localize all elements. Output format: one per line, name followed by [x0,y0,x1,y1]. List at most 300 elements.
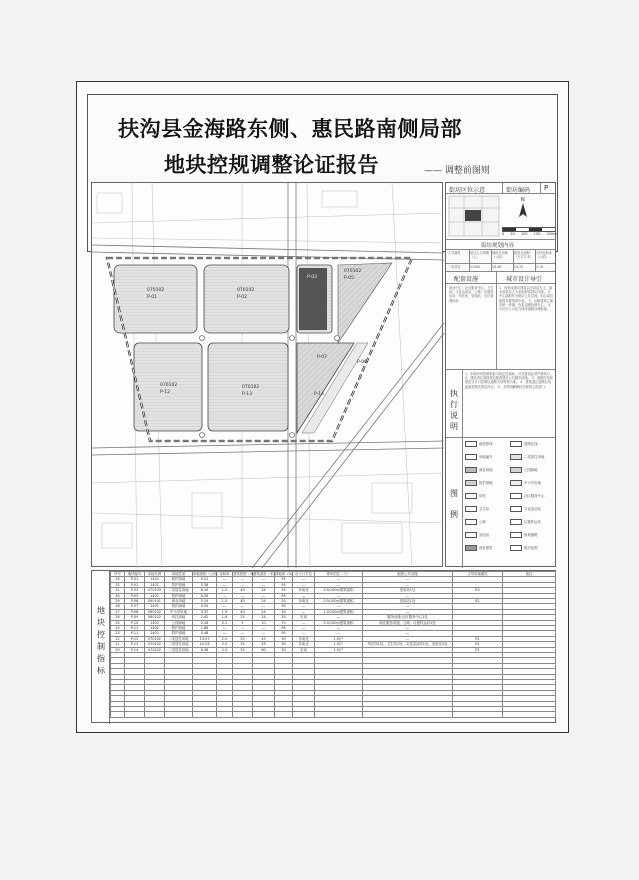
table-cell: 24 [253,599,275,604]
table-cell: 防护绿地 [165,582,193,587]
table-cell: — [217,577,233,582]
table-cell: 070103 [145,588,165,593]
table-cell: 商业用地 [165,599,193,604]
legend-text: 地块界线 [479,442,493,446]
legend-text: 变电站 [479,533,490,537]
table-cell: 29 [111,599,125,604]
legend-swatch [465,467,477,473]
table-cell: 35 [275,588,293,593]
legend-swatch [465,493,477,499]
table-cell: 1402 [145,577,165,582]
table-cell: 20 [275,599,293,604]
map-label: 070102 [242,385,260,390]
table-cell: 10.53 [193,642,217,647]
report-subtitle: —— 调整前图则 [424,166,490,176]
legend-swatch [465,480,477,486]
scale-tick: 50 [510,232,515,236]
table-cell-empty [315,712,363,717]
table-cell: 防护绿地 [165,604,193,609]
table-cell: 25 [233,647,253,652]
table-cell: 25 [233,615,253,620]
table-cell: 东南北 [293,588,315,593]
table-cell: R1 [453,636,503,641]
table-cell: 1.5 [217,609,233,614]
table-cell: — [217,593,233,598]
table-cell: 070102 [145,636,165,641]
legend-item [510,441,538,447]
table-cell: — [315,582,363,587]
table-cell: 40 [233,609,253,614]
facilities-title: 配套设施 [454,276,479,283]
table-cell: 24 [253,588,275,593]
legend-item [510,467,538,473]
table-cell: 22 [111,636,125,641]
table-cell: 公园绿地 [165,620,193,625]
table-cell: 0.1 [217,620,233,625]
legend-swatch [510,441,522,447]
table-cell: 2.62 [193,615,217,620]
legend-item [465,519,486,525]
table-header-cell: 出入口方位 [293,572,315,577]
notes-label-char: 执 [450,389,458,398]
legend-text: 公厕 [479,520,486,524]
table-cell: 东南北 [293,636,315,641]
table-cell: 变电站1处 [363,599,453,604]
table-header-cell: 停车泊位（个） [315,572,363,577]
table-label [92,571,110,724]
table-cell-empty [293,712,315,717]
table-cell: 2.5 [217,642,233,647]
table-cell: 0.20 [193,604,217,609]
table-cell: — [363,582,453,587]
legend-label-char: 例 [450,510,458,519]
table-cell: 1402 [145,626,165,631]
table-cell: 防护绿地 [165,626,193,631]
code-value: P [544,184,549,192]
table-cell: 090101 [145,599,165,604]
summary-header: 地块总用地（公顷） [492,251,508,260]
legend-swatch [510,467,522,473]
table-cell: P-11 [125,626,145,631]
table-cell: 080102 [145,615,165,620]
table-cell: 30 [275,647,293,652]
map-label: P-07 [317,355,327,360]
table-cell: B1 [453,599,503,604]
table-cell: 1.0/户 [315,642,363,647]
map-label: 070102 [237,288,255,293]
summary-value: 2.18 [536,265,544,269]
legend-item [465,480,493,486]
table-cell: 1402 [145,620,165,625]
table-cell: P-10 [125,620,145,625]
summary-header: 总体容积率（公顷） [536,251,552,260]
table-header-cell: 备注 [503,572,556,577]
table-cell: P-02 [125,582,145,587]
table-cell: 东南北 [293,599,315,604]
table-cell: P-14 [125,647,145,652]
table-label-char: 控 [97,630,105,639]
table-cell: 东南 [293,615,315,620]
side-panel [445,182,556,567]
legend-item [510,506,541,512]
table-cell: 0.5/100㎡建筑面积 [315,599,363,604]
table-cell: 95 [275,593,293,598]
table-cell: — [363,604,453,609]
table-cell: 二类居住用地 [165,642,193,647]
map-label: 070102 [147,288,165,293]
summary-value: 16.46 [492,265,502,269]
table-cell: 1402 [145,631,165,636]
map-drawing [92,183,444,568]
table-cell-empty [217,712,233,717]
table-cell: 0.28 [193,593,217,598]
table-cell: 二类居住用地 [165,588,193,593]
table-cell: — [363,609,453,614]
table-cell: 10 [253,620,275,625]
table-cell: — [293,631,315,636]
summary-header: 居住人口规模（人） [470,251,490,260]
scale-tick: 100 [520,232,528,236]
table-cell: — [233,582,253,587]
table-cell-empty [193,712,217,717]
legend-text: 现状建筑 [479,546,493,550]
table-cell: — [253,582,275,587]
legend-item [465,493,486,499]
table-cell: 35 [275,615,293,620]
table-cell: 1.0/户 [315,647,363,652]
table-cell: 1402 [145,593,165,598]
table-cell: — [293,609,315,614]
table-cell: 070102 [145,647,165,652]
legend-text: 规划道路 [524,533,538,537]
table-cell: R1 [453,642,503,647]
table-cell: 24 [253,615,275,620]
table-cell: 20 [111,647,125,652]
table-cell: 30 [275,636,293,641]
scale-tick: 150 [533,232,541,236]
table-cell: 24 [111,626,125,631]
table-cell: 24 [253,609,275,614]
table-cell: 幼托用地 [165,615,193,620]
legend-text: 社区服务中心 [524,494,545,498]
report-title-line2: 地块控规调整论证报告 [164,153,379,177]
table-cell: 0.5/100㎡建筑面积 [315,588,363,593]
table-cell: — [363,631,453,636]
control-index-table-area [91,570,556,723]
map-label: P-01 [147,295,157,300]
table-cell: 中小学用地 [165,609,193,614]
table-cell: P-12 [125,636,145,641]
legend-item [465,454,493,460]
legend-swatch [510,519,522,525]
table-cell: 0.48 [193,631,217,636]
table-label-char: 地 [97,606,105,615]
table-cell: — [233,577,253,582]
table-header-cell: 序号 [111,572,125,577]
table-cell: R1 [453,647,503,652]
table-cell: — [315,615,363,620]
map-label: P-03 [307,275,317,280]
legend-text: 商业用地 [479,468,493,472]
table-cell: 95 [275,604,293,609]
table-cell: P-06 [125,599,145,604]
table-cell: 95 [275,626,293,631]
table-cell: 变电站1处 [363,588,453,593]
location-header: 街坊区位示意 [449,187,486,194]
north-arrow-icon [518,203,528,219]
table-cell: 1402 [145,582,165,587]
legend-swatch [510,532,522,538]
legend-text: 道路红线 [524,442,538,446]
table-cell: 95 [275,582,293,587]
table-cell: 45 [253,636,275,641]
table-header-cell: 主导用地属性 [453,572,503,577]
table-header-cell: 配套公共设施 [363,572,453,577]
legend-item [510,454,544,460]
legend-swatch [465,545,477,551]
map-label: P-02 [237,295,247,300]
table-cell: P-05 [125,593,145,598]
table-cell-empty [233,712,253,717]
table-cell: — [293,620,315,625]
table-cell: 幼托所1处、卫生站1处、文化活动站1处、变电站1处 [363,642,453,647]
table-cell: 25 [233,636,253,641]
table-cell: 1.0/户 [315,636,363,641]
table-cell: 30 [275,609,293,614]
location-mini-map [449,196,499,236]
control-index-table [110,571,556,718]
summary-header: 建筑总面积（万平方米） [514,251,534,260]
scale-tick: 0 [502,232,505,236]
legend-swatch [465,519,477,525]
table-cell: 0.38 [193,582,217,587]
table-cell-empty [111,712,125,717]
legend-swatch [510,493,522,499]
table-cell: — [363,636,453,641]
table-cell: — [315,577,363,582]
summary-value: 二类居住 [448,265,461,269]
notes-label-char: 说 [450,411,458,420]
table-cell-empty [363,712,453,717]
table-cell-empty [253,712,275,717]
legend-swatch [510,506,522,512]
table-cell-empty [125,712,145,717]
table-cell: 95 [275,631,293,636]
table-cell: 东南北 [293,642,315,647]
planning-map [91,182,443,567]
table-cell: P-03 [125,588,145,593]
table-cell: — [293,593,315,598]
summary-value: 29.25 [514,265,524,269]
table-cell: P-01 [125,577,145,582]
legend-text: 文化活动站 [524,507,541,511]
table-cell: 防护绿地 [165,593,193,598]
table-cell: 25 [233,642,253,647]
table-header-cell: 用地性质 [165,572,193,577]
table-cell: — [363,577,453,582]
table-cell: 5 [233,620,253,625]
table-cell: — [253,631,275,636]
table-cell: 32 [111,582,125,587]
table-cell: 13.57 [193,636,217,641]
legend-text: 用地编号 [479,455,493,459]
table-cell: — [363,626,453,631]
design-title: 城市设计导引 [506,276,543,283]
table-cell: 26 [111,615,125,620]
table-cell: 30 [111,593,125,598]
table-cell: — [293,604,315,609]
table-cell: P-08 [125,609,145,614]
summary-value: 11000 [470,265,481,269]
legend-item [465,467,493,473]
notes-text: 1、本地块内控制指标为规定性指标，开发建设必须严格执行。 2、建设项目须按规定配套建设公共服务设施。 3、道路红线宽度及交叉口控制以道路专项规划为准。 4、建筑退让道路红线距离按相关规定执行。 5、本图则解释权归规划主管部门。 [465,372,554,389]
table-cell: 95 [275,577,293,582]
table-header-cell: 地块编号 [125,572,145,577]
table-cell: — [217,582,233,587]
table-header-cell: 建筑密度（%） [233,572,257,576]
table-cell: — [293,626,315,631]
table-cell: 1.5 [217,599,233,604]
table-cell: 6.10 [193,588,217,593]
table-cell: — [253,604,275,609]
table-cell: — [253,577,275,582]
legend-swatch [465,441,477,447]
parcel-block [338,263,392,343]
table-cell: 5.14 [193,599,217,604]
legend-label-char: 图 [450,489,458,498]
summary-header: 主导属性 [448,251,461,255]
legend-text: 中小学用地 [524,481,541,485]
map-label: 070102 [160,383,178,388]
table-cell: — [233,604,253,609]
table-label-char: 标 [97,666,105,675]
table-row-empty [111,712,556,717]
table-header-cell: 用地面积（公顷） [193,572,221,576]
table-cell: P-11 [125,631,145,636]
table-cell: 1402 [145,604,165,609]
legend-text: 街坊范围 [524,546,538,550]
table-cell: 服务设施·社区服务中心1处 [363,615,453,620]
table-cell: — [293,582,315,587]
table-cell: 二类居住用地 [165,636,193,641]
table-label-char: 块 [97,618,105,627]
map-label: 070102 [344,269,362,274]
legend-swatch [510,480,522,486]
map-label: P-12 [160,390,170,395]
table-cell: 23 [111,631,125,636]
table-cell-empty [165,712,193,717]
table-cell: — [315,631,363,636]
report-title-line1: 扶沟县金海路东侧、惠民路南侧局部 [118,117,462,141]
table-cell: 3.37 [193,609,217,614]
scale-tick: 200m [546,232,557,236]
map-label: P-13 [242,392,252,397]
code-header: 街坊编码 [506,187,531,194]
legend-item [465,441,493,447]
table-cell: 2.18 [193,620,217,625]
legend-item [465,532,489,538]
legend-swatch [465,454,477,460]
table-cell: 防护绿地 [165,631,193,636]
table-cell: — [217,604,233,609]
table-cell: 60 [253,647,275,652]
legend-swatch [510,545,522,551]
table-cell: 21 [111,642,125,647]
legend-text: 垃圾转运站 [524,520,541,524]
table-cell: 080102 [145,609,165,614]
planning-content-header: 街坊规划内容 [481,243,515,249]
table-cell: 2.5 [217,636,233,641]
table-cell: 27 [111,609,125,614]
table-cell: 1.5 [217,588,233,593]
map-label: P-14 [314,392,324,397]
table-cell: — [253,626,275,631]
legend-item [510,493,544,499]
table-cell: — [217,631,233,636]
legend-text: 防护绿地 [479,481,493,485]
table-label-char: 指 [97,654,105,663]
table-cell: 30 [275,642,293,647]
table-cell: 33 [111,577,125,582]
table-cell: R2 [453,588,503,593]
table-cell: — [315,626,363,631]
table-cell: 1.5/100㎡建筑面积 [315,609,363,614]
table-cell: 防护绿地 [165,577,193,582]
table-cell: 31 [111,588,125,593]
facilities-text: 商业中心，社区服务中心，卫生站，文化活动站，公厕，垃圾转运站，幼托所，变电站，社区管理用房 [449,286,494,303]
table-cell: 商业服务设施、公厕、垃圾转运站1处 [363,620,453,625]
legend-swatch [510,454,522,460]
table-cell: — [315,593,363,598]
table-cell: 40 [233,588,253,593]
table-cell: 25 [111,620,125,625]
table-cell: 070102 [145,642,165,647]
legend-item [510,519,541,525]
table-cell: 2.5 [217,647,233,652]
table-cell-empty [145,712,165,717]
table-cell: 0.5/100㎡建筑面积 [315,620,363,625]
table-cell-empty [503,712,556,717]
table-cell: 6.38 [193,647,217,652]
table-cell: 28 [111,604,125,609]
table-cell: — [315,604,363,609]
table-header-cell: 建筑高度（米） [253,572,277,576]
table-cell: — [363,593,453,598]
legend-text: 幼托 [479,494,486,498]
table-cell: 0.21 [193,577,217,582]
table-cell: 70 [275,620,293,625]
legend-text: 卫生站 [479,507,490,511]
table-cell: — [233,593,253,598]
map-label: P-05 [344,276,354,281]
table-cell: 40 [233,599,253,604]
table-cell: — [253,593,275,598]
table-cell: 东南 [293,647,315,652]
table-cell: — [217,626,233,631]
table-header-cell: 容积率 [217,572,233,577]
table-cell: 1.8 [217,615,233,620]
table-cell: — [293,577,315,582]
legend-swatch [465,532,477,538]
notes-label-char: 行 [450,400,458,409]
table-header-cell: 绿地率（%） [275,572,296,576]
legend-text: 公园绿地 [524,468,538,472]
map-label: P-06 [357,360,367,365]
table-cell: — [233,631,253,636]
legend-text: 二类居住用地 [524,455,545,459]
legend-item [510,480,541,486]
table-header-cell: 用地代码 [145,572,165,577]
